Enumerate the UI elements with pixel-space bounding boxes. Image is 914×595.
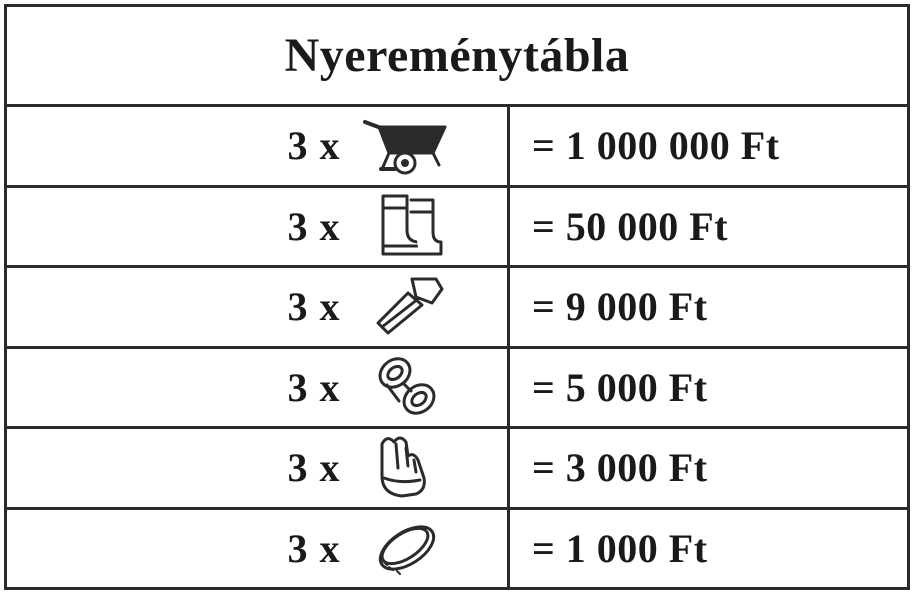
- symbol-count: 3 x: [287, 203, 341, 249]
- page-title: Nyereménytábla: [7, 7, 907, 107]
- table-row: [7, 188, 907, 269]
- symbol-count: 3 x: [287, 123, 341, 169]
- table-row: [7, 510, 907, 588]
- symbol-cell: [7, 268, 510, 346]
- symbol-cell: [7, 429, 510, 507]
- rubber-boots-icon: [357, 190, 457, 262]
- symbol-cell: [7, 510, 510, 588]
- hammer-icon: [357, 271, 457, 343]
- prize-amount: = 1 000 000 Ft: [532, 123, 780, 169]
- prize-amount: = 3 000 Ft: [532, 445, 708, 491]
- symbol-count: 3 x: [287, 284, 341, 330]
- prize-amount: = 50 000 Ft: [532, 203, 729, 249]
- symbol-count: 3 x: [287, 525, 341, 571]
- prize-amount: = 9 000 Ft: [532, 284, 708, 330]
- wheelbarrow-icon: [357, 110, 457, 182]
- symbol-count: 3 x: [287, 445, 341, 491]
- symbol-cell: [7, 349, 510, 427]
- prize-amount: = 5 000 Ft: [532, 364, 708, 410]
- table-row: [7, 429, 907, 510]
- symbol-cell: [7, 188, 510, 266]
- rope-coil-icon: [357, 351, 457, 423]
- table-row: [7, 107, 907, 188]
- coin-icon: [357, 512, 457, 584]
- prize-table: [4, 4, 910, 590]
- work-gloves-icon: [357, 432, 457, 504]
- symbol-count: 3 x: [287, 364, 341, 410]
- table-row: [7, 349, 907, 430]
- prize-amount: = 1 000 Ft: [532, 525, 708, 571]
- symbol-cell: [7, 107, 510, 185]
- table-row: [7, 268, 907, 349]
